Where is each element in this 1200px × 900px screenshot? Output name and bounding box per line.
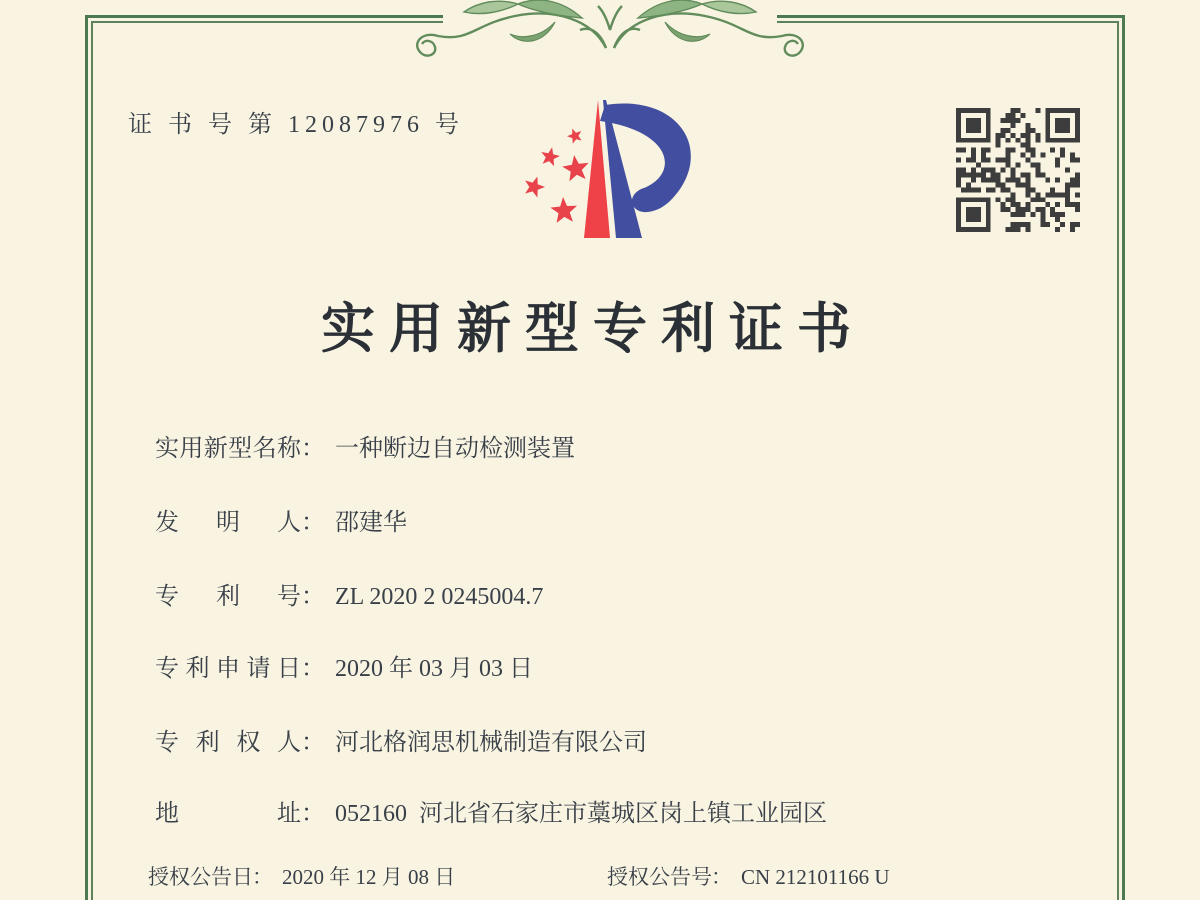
field-grant-date bbox=[148, 861, 455, 891]
field-patentee bbox=[155, 722, 647, 757]
field-label: 授 权 公 告 日 bbox=[148, 865, 253, 889]
certificate-title: 实用新型专利证书 bbox=[321, 299, 865, 359]
colon: ： bbox=[301, 436, 325, 462]
field-utility-model-name bbox=[155, 428, 575, 463]
colon: ： bbox=[301, 584, 325, 610]
cnipa-patent-logo-icon bbox=[520, 93, 710, 245]
colon: ： bbox=[301, 656, 325, 682]
certificate-number: 证 书 号 第 12087976 号 bbox=[128, 112, 464, 138]
field-patent-number bbox=[155, 576, 543, 611]
field-inventor bbox=[155, 502, 407, 537]
field-value: 邵建华 bbox=[335, 510, 407, 536]
field-value: ZL 2020 2 0245004.7 bbox=[335, 584, 544, 610]
field-label: 授 权 公 告 号 bbox=[607, 865, 712, 889]
field-value: 河北格润思机械制造有限公司 bbox=[335, 730, 647, 756]
colon: ： bbox=[711, 865, 732, 889]
floral-flourish-icon bbox=[415, 0, 805, 58]
field-value: 2020 年 12 月 08 日 bbox=[282, 865, 456, 889]
field-value: 052160 河北省石家庄市藁城区岗上镇工业园区 bbox=[335, 801, 827, 827]
qr-code bbox=[956, 108, 1080, 232]
colon: ： bbox=[252, 865, 273, 889]
field-value: CN 212101166 U bbox=[741, 865, 890, 889]
field-value: 2020 年 03 月 03 日 bbox=[335, 656, 533, 682]
colon: ： bbox=[301, 730, 325, 756]
field-label: 实 用 新 型 名 称 bbox=[155, 436, 301, 462]
field-address bbox=[155, 793, 827, 828]
colon: ： bbox=[301, 801, 325, 827]
field-label: 专 利 权 人 bbox=[155, 730, 301, 756]
field-label: 地 址 bbox=[155, 801, 301, 827]
field-value: 一种断边自动检测装置 bbox=[335, 436, 575, 462]
colon: ： bbox=[301, 510, 325, 536]
field-label: 专 利 号 bbox=[155, 584, 301, 610]
field-grant-number bbox=[607, 861, 890, 891]
field-filing-date bbox=[155, 648, 533, 683]
field-label: 发 明 人 bbox=[155, 510, 301, 536]
field-label: 专 利 申 请 日 bbox=[155, 656, 301, 682]
